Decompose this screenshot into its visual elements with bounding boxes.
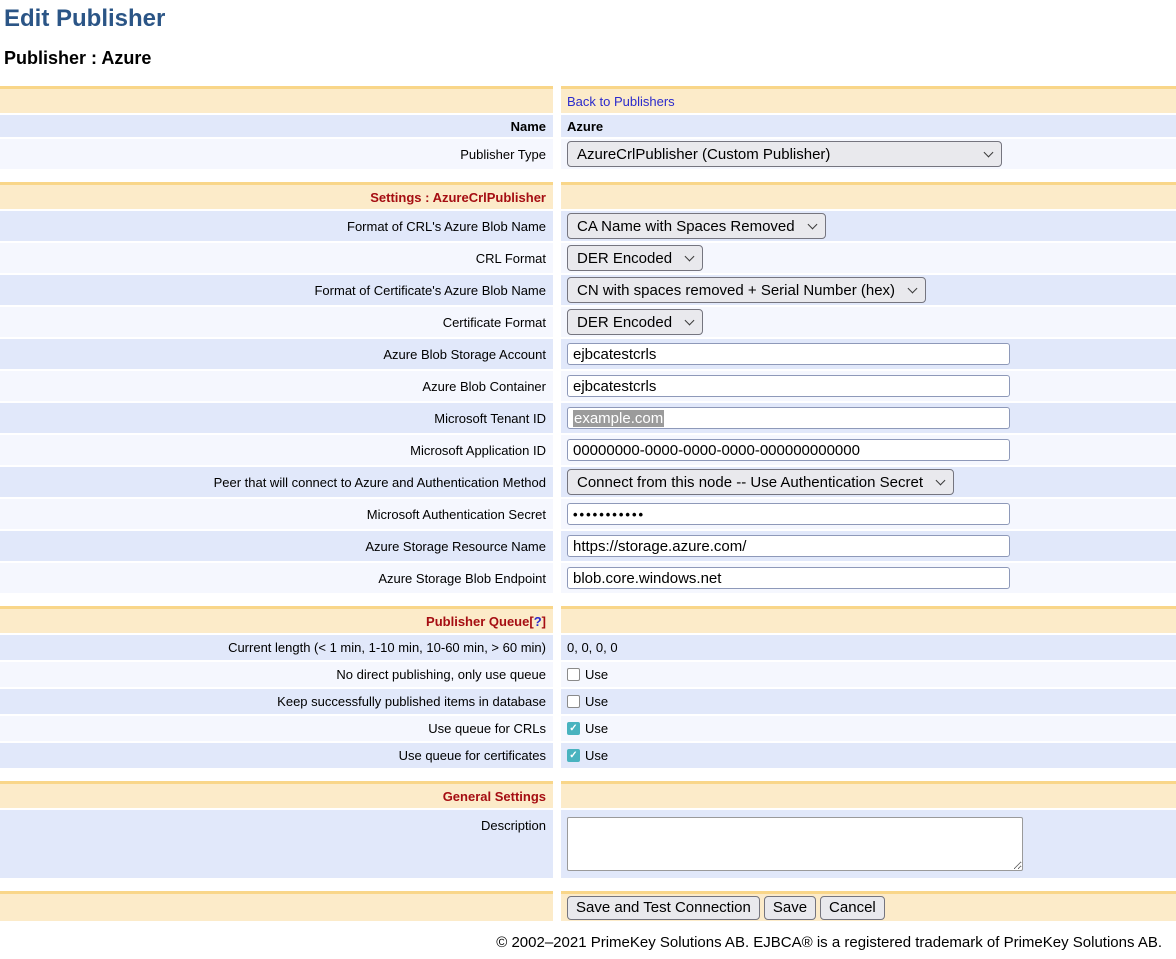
help-bracket-open: [ — [529, 613, 534, 629]
actions-spacer — [0, 891, 553, 921]
save-and-test-connection-button[interactable]: Save and Test Connection — [567, 896, 760, 920]
peer-auth-method-select[interactable] — [567, 469, 954, 495]
storage-resource-name-input[interactable] — [567, 535, 1010, 557]
actions-table — [0, 891, 1176, 921]
cert-blob-name-format-value: CN with spaces removed + Serial Number (hex) — [577, 281, 896, 299]
publisher-type-selected-value: AzureCrlPublisher (Custom Publisher) — [577, 145, 831, 163]
use-checkbox-label: Use — [585, 667, 609, 682]
tenant-id-input[interactable] — [567, 407, 1010, 429]
description-textarea[interactable] — [567, 817, 1023, 871]
current-length-label: Current length (< 1 min, 1-10 min, 10-60 min, > 60 min) — [0, 635, 553, 660]
chevron-down-icon — [908, 284, 918, 294]
save-button[interactable]: Save — [764, 896, 816, 920]
queue-row — [0, 743, 1176, 768]
queue-section-title: Publisher Queue — [426, 613, 530, 629]
auth-secret-input[interactable] — [567, 503, 1010, 525]
use-checkbox-label: Use — [585, 748, 609, 763]
use-checkbox-label: Use — [585, 694, 609, 709]
settings-row — [0, 371, 1176, 401]
header-spacer — [561, 182, 1176, 209]
blob-container-label: Azure Blob Container — [0, 371, 553, 401]
description-label: Description — [0, 810, 553, 878]
keep-published-items-label: Keep successfully published items in database — [0, 689, 553, 714]
queue-for-crls-checkbox[interactable] — [567, 722, 580, 735]
crl-format-select[interactable] — [567, 245, 703, 271]
publisher-type-select[interactable] — [567, 141, 1002, 167]
actions-row — [0, 891, 1176, 921]
chevron-down-icon — [936, 476, 946, 486]
queue-row — [0, 635, 1176, 660]
crl-format-label: CRL Format — [0, 243, 553, 273]
tenant-id-label: Microsoft Tenant ID — [0, 403, 553, 433]
help-bracket-close: ] — [541, 613, 546, 629]
application-id-label: Microsoft Application ID — [0, 435, 553, 465]
current-length-value: 0, 0, 0, 0 — [561, 635, 1176, 660]
queue-for-certificates-label: Use queue for certificates — [0, 743, 553, 768]
crl-blob-name-format-value: CA Name with Spaces Removed — [577, 217, 795, 235]
certificate-format-value: DER Encoded — [577, 313, 673, 331]
cert-blob-name-format-select[interactable] — [567, 277, 926, 303]
back-to-publishers-link[interactable]: Back to Publishers — [567, 93, 675, 109]
storage-account-label: Azure Blob Storage Account — [0, 339, 553, 369]
only-use-queue-label: No direct publishing, only use queue — [0, 662, 553, 687]
only-use-queue-checkbox[interactable] — [567, 668, 580, 681]
checkmark-icon: ✓ — [569, 722, 578, 734]
peer-auth-method-value: Connect from this node -- Use Authentication Secret — [577, 473, 924, 491]
queue-row — [0, 662, 1176, 687]
name-label: Name — [0, 115, 553, 137]
table-header-row — [0, 86, 1176, 113]
settings-row — [0, 211, 1176, 241]
chevron-down-icon — [984, 148, 994, 158]
queue-row — [0, 716, 1176, 741]
publisher-subtitle: Publisher : Azure — [4, 48, 152, 68]
name-value: Azure — [561, 115, 1176, 137]
copyright-footer: © 2002–2021 PrimeKey Solutions AB. EJBCA® is a registered trademark of PrimeKey Solutions AB. — [496, 934, 1162, 951]
cert-blob-name-format-label: Format of Certificate's Azure Blob Name — [0, 275, 553, 305]
header-spacer — [0, 86, 553, 113]
chevron-down-icon — [807, 220, 817, 230]
blob-endpoint-label: Azure Storage Blob Endpoint — [0, 563, 553, 593]
auth-secret-label: Microsoft Authentication Secret — [0, 499, 553, 529]
publisher-type-row — [0, 139, 1176, 169]
settings-header-row — [0, 182, 1176, 209]
certificate-format-label: Certificate Format — [0, 307, 553, 337]
settings-row — [0, 275, 1176, 305]
queue-for-certificates-checkbox[interactable] — [567, 749, 580, 762]
settings-row — [0, 339, 1176, 369]
settings-row — [0, 307, 1176, 337]
queue-for-crls-label: Use queue for CRLs — [0, 716, 553, 741]
crl-blob-name-format-label: Format of CRL's Azure Blob Name — [0, 211, 553, 241]
queue-header-row — [0, 606, 1176, 633]
description-row — [0, 810, 1176, 878]
settings-row — [0, 531, 1176, 561]
crl-format-value: DER Encoded — [577, 249, 673, 267]
certificate-format-select[interactable] — [567, 309, 703, 335]
chevron-down-icon — [685, 316, 695, 326]
name-row — [0, 115, 1176, 137]
blob-endpoint-input[interactable] — [567, 567, 1010, 589]
keep-published-items-checkbox[interactable] — [567, 695, 580, 708]
crl-blob-name-format-select[interactable] — [567, 213, 826, 239]
general-header-row — [0, 781, 1176, 808]
settings-row — [0, 403, 1176, 433]
cancel-button[interactable]: Cancel — [820, 896, 885, 920]
publisher-queue-table — [0, 606, 1176, 768]
peer-auth-method-label: Peer that will connect to Azure and Authentication Method — [0, 467, 553, 497]
queue-row — [0, 689, 1176, 714]
settings-row — [0, 563, 1176, 593]
storage-account-input[interactable] — [567, 343, 1010, 365]
publisher-type-label: Publisher Type — [0, 139, 553, 169]
settings-row — [0, 499, 1176, 529]
use-checkbox-label: Use — [585, 721, 609, 736]
checkmark-icon: ✓ — [569, 749, 578, 761]
settings-section-title: Settings : AzureCrlPublisher — [0, 182, 553, 209]
settings-row — [0, 467, 1176, 497]
tenant-id-selected-text: example.com — [574, 409, 664, 427]
chevron-down-icon — [685, 252, 695, 262]
header-spacer — [561, 781, 1176, 808]
settings-row — [0, 435, 1176, 465]
publisher-info-table — [0, 86, 1176, 169]
settings-table — [0, 182, 1176, 593]
general-section-title: General Settings — [0, 781, 553, 808]
help-link[interactable]: ? — [533, 613, 542, 629]
storage-resource-name-label: Azure Storage Resource Name — [0, 531, 553, 561]
header-spacer — [561, 606, 1176, 633]
blob-container-input[interactable] — [567, 375, 1010, 397]
settings-row — [0, 243, 1176, 273]
page-title: Edit Publisher — [4, 5, 166, 32]
application-id-input[interactable] — [567, 439, 1010, 461]
general-settings-table — [0, 781, 1176, 878]
